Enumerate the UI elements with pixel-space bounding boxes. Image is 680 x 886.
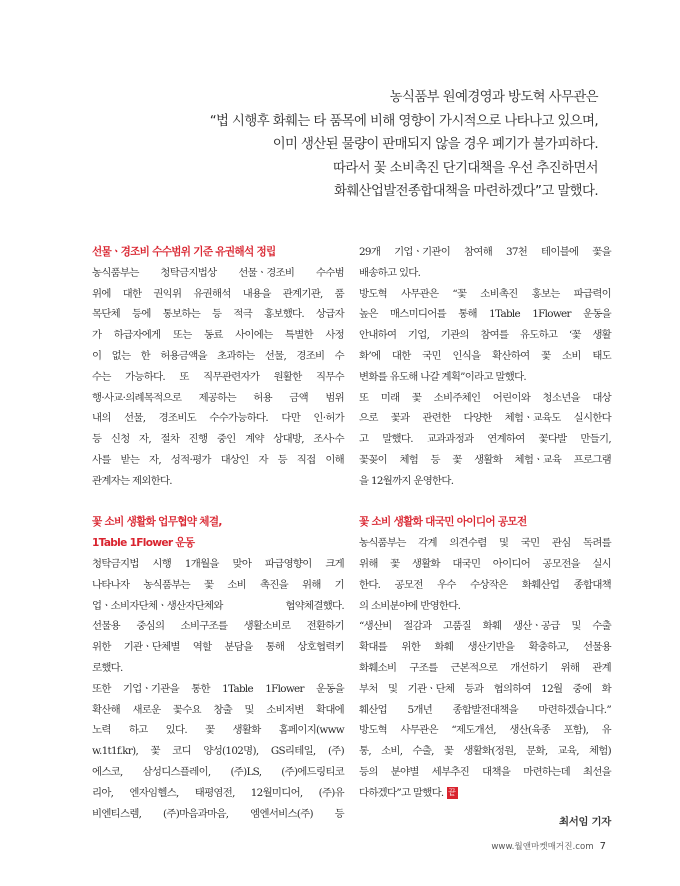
body-line: 내의 선물, 경조비도 수수가능하다. 다만 인·허가 (92, 412, 344, 425)
footer-url: www.월앤마켓매거진.com (491, 842, 594, 852)
body-line: 등의 분야별 세부추진 대책을 마련하는데 최선을 (359, 765, 611, 778)
left-column (92, 242, 344, 824)
body-line: 로했다. (92, 661, 123, 674)
body-line: 관계자는 제외한다. (92, 474, 172, 487)
section-heading-gift-rules: 선물ㆍ경조비 수수범위 기준 유권해석 정립 (92, 246, 276, 258)
body-line: “생산비 절감과 고품질 화훼 생산ㆍ공급 및 수출 (359, 620, 611, 633)
body-line-last (359, 783, 611, 804)
body-line: 가 하급자에게 또는 동료 사이에는 특별한 사정 (92, 329, 344, 342)
body-line: 선물용 중심의 소비구조를 생활소비로 전환하기 (92, 620, 344, 633)
quote-line: 따라서 꽃 소비촉진 단기대책을 우선 추진하면서 (333, 160, 598, 176)
body-line: 이 없는 한 허용금액을 초과하는 선물, 경조비 수 (92, 349, 344, 362)
body-line: 의 소비분야에 반영한다. (359, 599, 461, 612)
body-line: 위에 대한 권익위 유권해석 내용을 관계기관, 품 (92, 287, 344, 300)
section-heading-agreement: 꽃 소비 생활화 업무협약 체결, (92, 516, 222, 529)
body-line: 방도혁 사무관은 “제도개선, 생산(육종 포함), 유 (359, 724, 611, 737)
section-heading-agreement-sub: 1Table 1Flower 운동 (92, 537, 195, 550)
body-line: 배송하고 있다. (359, 266, 421, 279)
body-line: 목단체 등에 통보하는 등 적극 홍보했다. 상급자 (92, 308, 344, 321)
body-line: 위한 기관ㆍ단체별 역할 분담을 통해 상호협력키 (92, 641, 344, 654)
quote-line: 이미 생산된 물량이 판매되지 않을 경우 폐기가 불가피하다. (272, 137, 598, 153)
body-line: 또한 기업ㆍ기관을 통한 1Table 1Flower 운동을 (92, 682, 344, 695)
pull-quote (118, 86, 598, 204)
body-line: 안내하여 기업, 기관의 참여를 유도하고 ‘꽃 생활 (359, 329, 611, 342)
body-line: 노력 하고 있다. 꽃 생활화 홈페이지(www (92, 724, 344, 737)
body-line: 사를 받는 자, 성적·평가 대상인 자 등 직접 이해 (92, 453, 344, 466)
body-line: 리아, 엔자임헬스, 태평염전, 12월미디어, (주)유 (92, 786, 344, 799)
quote-line: “법 시행후 화훼는 타 품목에 비해 영향이 가시적으로 나타나고 있으며, (209, 113, 598, 129)
body-line: 등 신청 자, 절차 진행 중인 계약 상대방, 조사·수 (92, 433, 344, 446)
section-heading-idea-contest: 꽃 소비 생활화 대국민 아이디어 공모전 (359, 516, 527, 529)
body-line: 고 말했다. 교과과정과 연계하여 꽃다발 만들기, (359, 433, 611, 446)
body-line: 높은 매스미디어를 통해 1Table 1Flower 운동을 (359, 308, 611, 321)
body-line: 화’에 대한 국민 인식을 확산하여 꽃 소비 태도 (359, 349, 611, 362)
body-line: 업ㆍ소비자단체ㆍ생산자단체와 협약체결했다. (92, 599, 344, 612)
body-line: 부처 및 기관ㆍ단체 등과 협의하여 12월 중에 화 (359, 682, 611, 695)
body-line: 에스코, 삼성디스플레이, (주)LS, (주)에드링티코 (92, 765, 344, 778)
body-line: 방도혁 사무관은 “꽃 소비촉진 홍보는 파급력이 (359, 287, 611, 300)
body-line: 변화를 유도해 나갈 계획”이라고 말했다. (359, 370, 527, 383)
body-line: 꽃꽂이 체험 등 꽃 생활화 체험ㆍ교육 프로그램 (359, 453, 611, 466)
end-mark-icon: 끝 (448, 787, 456, 797)
right-column (359, 242, 611, 832)
body-line: 통, 소비, 수출, 꽃 생활화(정원, 문화, 교육, 체험) (359, 745, 611, 758)
body-line: 또 미래 꽃 소비주체인 어린이와 청소년을 대상 (359, 391, 611, 404)
body-line: 확산해 새로운 꽃수요 창출 및 소비저변 확대에 (92, 703, 344, 716)
quote-line: 농식품부 원예경영과 방도혁 사무관은 (389, 90, 598, 105)
body-line: w.1t1f.kr), 꽃 코디 양성(102명), GS리테일, (주) (92, 745, 344, 758)
body-line: 행·사교·의례목적으로 제공하는 허용 금액 범위 (92, 391, 344, 404)
body-line: 훼산업 5개년 종합발전대책을 마련하겠습니다.” (359, 703, 611, 716)
last-line-text: 다하겠다”고 말했다. (359, 786, 444, 799)
page-footer (491, 840, 606, 852)
body-line: 수는 가능하다. 또 직무관련자가 원활한 직무수 (92, 370, 344, 383)
body-line: 화훼소비 구조를 근본적으로 개선하기 위해 관계 (359, 661, 611, 674)
author-byline: 최서임 기자 (558, 815, 611, 828)
body-line: 을 12월까지 운영한다. (359, 474, 454, 487)
body-line: 확대를 위한 화훼 생산기반을 확충하고, 선물용 (359, 641, 611, 654)
body-line: 29개 기업ㆍ기관이 참여해 37천 테이블에 꽃을 (359, 246, 611, 258)
body-line: 농식품부는 청탁금지법상 선물ㆍ경조비 수수범 (92, 266, 344, 279)
quote-line: 화훼산업발전종합대책을 마련하겠다”고 말했다. (333, 184, 598, 200)
body-line: 으로 꽃과 관련한 다양한 체험ㆍ교육도 실시한다 (359, 412, 611, 425)
body-line: 나타나자 농식품부는 꽃 소비 촉진을 위해 기 (92, 578, 344, 591)
body-line: 한다. 공모전 우수 수상작은 화훼산업 종합대책 (359, 578, 611, 591)
body-line: 청탁금지법 시행 1개월을 맞아 파급영향이 크게 (92, 557, 344, 570)
body-line: 위해 꽃 생활화 대국민 아이디어 공모전을 실시 (359, 557, 611, 570)
body-line: 농식품부는 각계 의견수렴 및 국민 관심 독려를 (359, 537, 611, 550)
body-line: 비엔티스렘, (주)마음과마음, 엠엔서비스(주) 등 (92, 807, 344, 820)
page-number: 7 (599, 841, 606, 852)
